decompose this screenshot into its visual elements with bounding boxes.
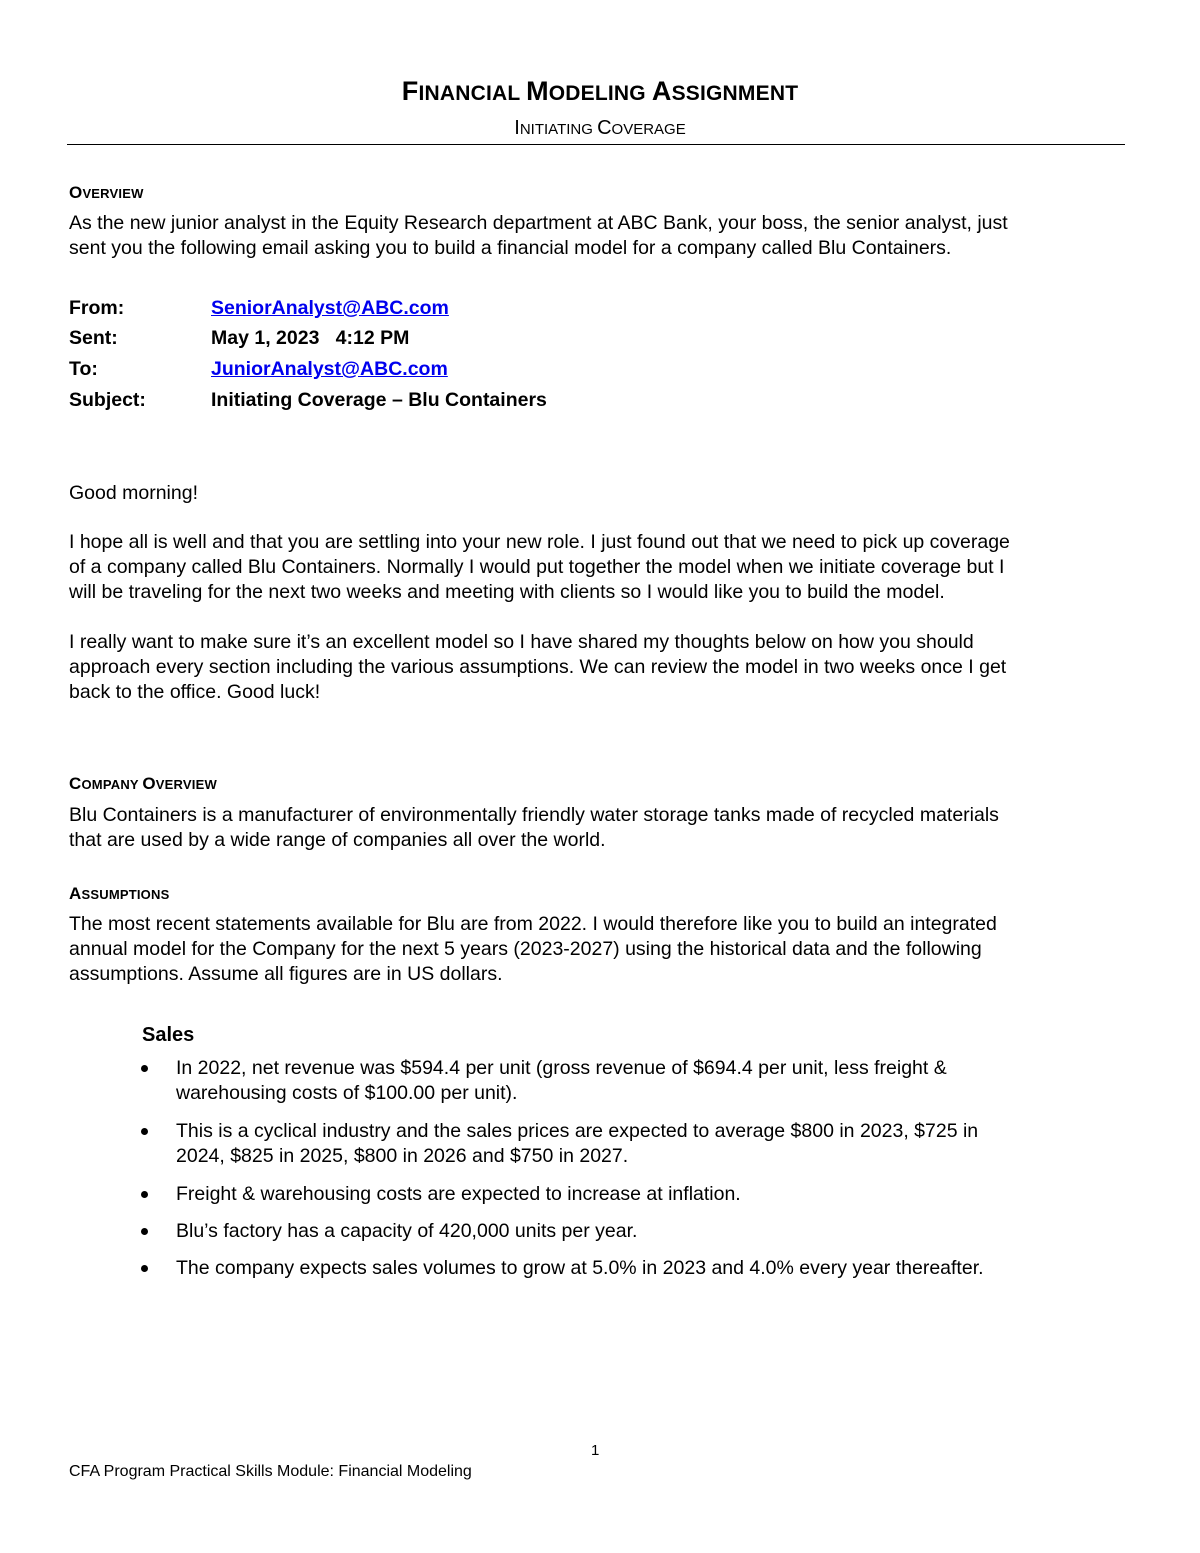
- email-subject-label: Subject:: [69, 389, 146, 411]
- email-greeting: [69, 481, 1129, 506]
- paragraph-line: back to the office. Good luck!: [69, 681, 321, 703]
- subtitle-part: NITIATING: [519, 121, 598, 138]
- paragraph-line: will be traveling for the next two weeks and meeting with clients so I would like you to build the model.: [69, 581, 945, 603]
- paragraph-line: approach every section including the various assumptions. We can review the model in two weeks once I get: [69, 656, 1007, 678]
- email-from-row: [69, 297, 869, 323]
- bullet-line: Blu’s factory has a capacity of 420,000 units per year.: [176, 1220, 638, 1242]
- bullet-line: warehousing costs of $100.00 per unit).: [176, 1082, 518, 1104]
- company-overview-heading: [69, 774, 217, 794]
- subtitle-part: OVERAGE: [611, 121, 686, 138]
- email-from-link[interactable]: SeniorAnalyst@ABC.com: [211, 297, 449, 319]
- bullet-icon: [141, 1191, 148, 1198]
- email-paragraph-2: [69, 630, 1129, 705]
- email-subject-value: Initiating Coverage – Blu Containers: [211, 389, 547, 411]
- document-title: [0, 76, 1200, 107]
- subtitle-part: I: [514, 117, 520, 139]
- email-paragraph-1: [69, 530, 1129, 605]
- email-to-label: To:: [69, 358, 98, 380]
- paragraph-line: I hope all is well and that you are settling into your new role. I just found out that we need to pick up coverage: [69, 531, 1010, 553]
- heading-part: VERVIEW: [82, 186, 144, 201]
- email-subject-row: [69, 389, 869, 415]
- assumptions-paragraph: [69, 912, 1129, 987]
- paragraph-line: The most recent statements available for Blu are from 2022. I would therefore like you to build an integrated: [69, 913, 997, 935]
- bullet-line: Freight & warehousing costs are expected to increase at inflation.: [176, 1183, 741, 1205]
- paragraph-line: of a company called Blu Containers. Normally I would put together the model when we initiate coverage but I: [69, 556, 1005, 578]
- paragraph-line: assumptions. Assume all figures are in US dollars.: [69, 963, 503, 985]
- sales-heading: Sales: [142, 1024, 195, 1046]
- bullet-line: 2024, $825 in 2025, $800 in 2026 and $750 in 2027.: [176, 1145, 629, 1167]
- page-footer: CFA Program Practical Skills Module: Financial Modeling: [69, 1463, 472, 1480]
- title-part: ODELING: [548, 82, 652, 105]
- paragraph-line: annual model for the Company for the next 5 years (2023-2027) using the historical data and the following: [69, 938, 982, 960]
- paragraph-line: As the new junior analyst in the Equity Research department at ABC Bank, your boss, the senior analyst, just: [69, 212, 1008, 234]
- title-part: INANCIAL: [418, 82, 527, 105]
- email-sent-label: Sent:: [69, 327, 118, 349]
- bullet-line: This is a cyclical industry and the sales prices are expected to average $800 in 2023, $725 in: [176, 1120, 979, 1142]
- bullet-line: In 2022, net revenue was $594.4 per unit (gross revenue of $694.4 per unit, less freight &: [176, 1057, 947, 1079]
- email-to-link[interactable]: JuniorAnalyst@ABC.com: [211, 358, 448, 380]
- overview-paragraph: [69, 211, 1129, 261]
- paragraph-line: sent you the following email asking you to build a financial model for a company called Blu Containers.: [69, 237, 952, 259]
- email-sent-row: [69, 327, 869, 353]
- bullet-icon: [141, 1128, 148, 1135]
- heading-part: O: [142, 774, 156, 793]
- heading-part: SSUMPTIONS: [81, 887, 170, 902]
- heading-part: OMPANY: [81, 777, 143, 792]
- email-from-label: From:: [69, 297, 125, 319]
- bullet-line: The company expects sales volumes to grow at 5.0% in 2023 and 4.0% every year thereafter.: [176, 1257, 984, 1279]
- paragraph-line: that are used by a wide range of companies all over the world.: [69, 829, 606, 851]
- bullet-icon: [141, 1065, 148, 1072]
- title-part: A: [651, 76, 672, 106]
- page-number: 1: [591, 1442, 600, 1459]
- paragraph-line: I really want to make sure it’s an excellent model so I have shared my thoughts below on how you should: [69, 631, 974, 653]
- title-divider: [67, 144, 1125, 145]
- email-to-row: [69, 358, 869, 384]
- title-part: M: [526, 76, 549, 106]
- bullet-icon: [141, 1265, 148, 1272]
- greeting-line: Good morning!: [69, 482, 198, 504]
- bullet-icon: [141, 1228, 148, 1235]
- assumptions-heading: [69, 884, 169, 904]
- heading-part: C: [69, 774, 82, 793]
- email-sent-value: May 1, 2023 4:12 PM: [211, 327, 410, 349]
- subtitle-part: C: [597, 117, 612, 139]
- document-subtitle: [0, 117, 1200, 140]
- company-overview-paragraph: [69, 803, 1129, 853]
- heading-part: O: [69, 183, 83, 202]
- paragraph-line: Blu Containers is a manufacturer of environmentally friendly water storage tanks made of recycled materials: [69, 804, 999, 826]
- title-part: F: [401, 76, 419, 106]
- heading-part: A: [69, 884, 82, 903]
- title-part: SSIGNMENT: [671, 82, 799, 105]
- overview-heading: [69, 183, 144, 203]
- heading-part: VERVIEW: [155, 777, 217, 792]
